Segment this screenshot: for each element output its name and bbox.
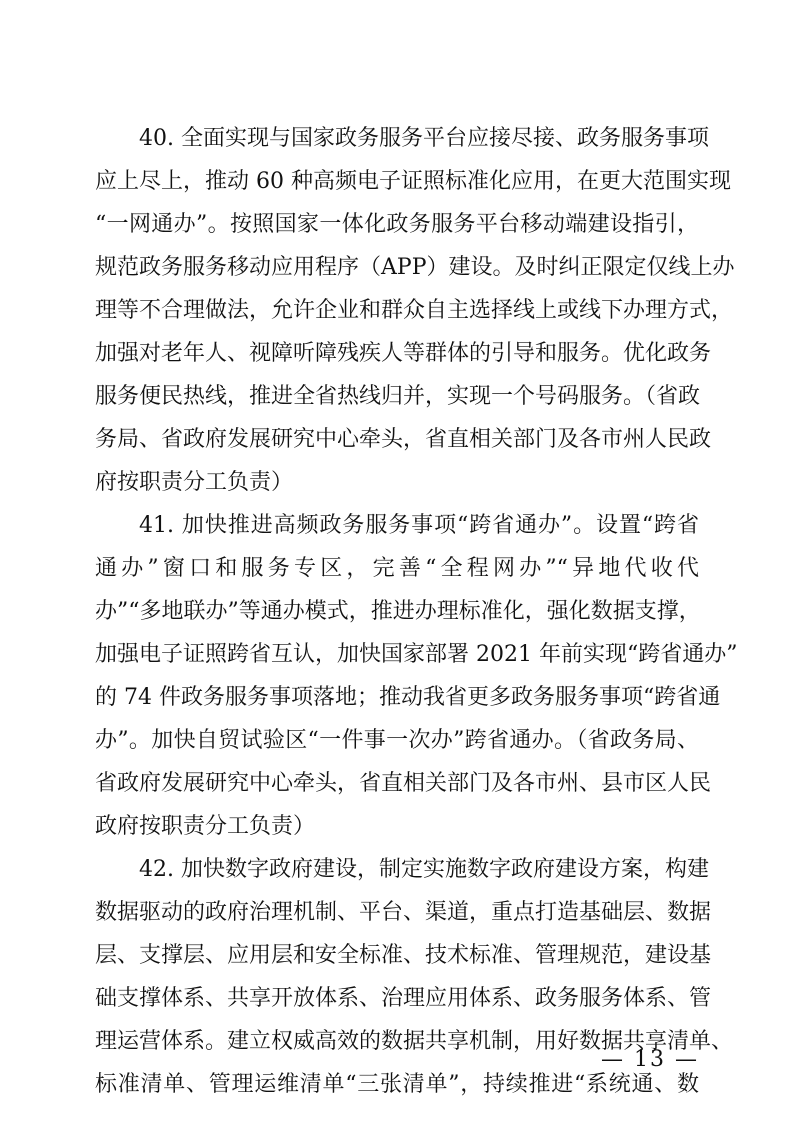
paragraph-42-line: 理运营体系。建立权威高效的数据共享机制，用好数据共享清单、: [95, 1029, 734, 1054]
paragraph-41-line: 省政府发展研究中心牵头，省直相关部门及各市州、县市区人民: [95, 771, 712, 796]
paragraph-40-line: “一网通办”。按照国家一体化政务服务平台移动端建设指引，: [95, 212, 699, 237]
paragraph-42-line: 层、支撑层、应用层和安全标准、技术标准、管理规范，建设基: [95, 943, 712, 968]
paragraph-40-line: 40. 全面实现与国家政务服务平台应接尽接、政务服务事项: [139, 126, 709, 151]
paragraph-42-line: 标准清单、管理运维清单“三张清单”，持续推进“系统通、数: [95, 1072, 699, 1097]
paragraph-40-line: 应上尽上，推动 60 种高频电子证照标准化应用，在更大范围实现: [95, 169, 731, 194]
paragraph-41-line: 通办”窗口和服务专区，完善“全程网办”“异地代收代: [95, 556, 699, 581]
page-number: — 13 —: [601, 1047, 699, 1072]
paragraph-41-line: 政府按职责分工负责）: [95, 814, 316, 839]
paragraph-41-line: 加强电子证照跨省互认，加快国家部署 2021 年前实现“跨省通办”: [95, 642, 738, 667]
paragraph-42-line: 数据驱动的政府治理机制、平台、渠道，重点打造基础层、数据: [95, 900, 712, 925]
paragraph-41-line: 的 74 件政务服务事项落地；推动我省更多政务服务事项“跨省通: [95, 685, 721, 710]
paragraph-41-line: 办”。加快自贸试验区“一件事一次办”跨省通办。（省政务局、: [95, 728, 699, 753]
paragraph-40-line: 理等不合理做法，允许企业和群众自主选择线上或线下办理方式，: [95, 298, 734, 323]
paragraph-42-line: 42. 加快数字政府建设，制定实施数字政府建设方案，构建: [139, 857, 709, 882]
paragraph-40-line: 服务便民热线，推进全省热线归并，实现一个号码服务。（省政: [95, 384, 701, 409]
paragraph-40-line: 加强对老年人、视障听障残疾人等群体的引导和服务。优化政务: [95, 341, 712, 366]
paragraph-42-line: 础支撑体系、共享开放体系、治理应用体系、政务服务体系、管: [95, 986, 712, 1011]
paragraph-41-line: 办”“多地联办”等通办模式，推进办理标准化，强化数据支撑，: [95, 599, 701, 624]
paragraph-41-line: 41. 加快推进高频政务服务事项“跨省通办”。设置“跨省: [139, 513, 699, 538]
paragraph-40-line: 务局、省政府发展研究中心牵头，省直相关部门及各市州人民政: [95, 427, 712, 452]
paragraph-40-line: 规范政务服务移动应用程序（APP）建设。及时纠正限定仅线上办: [95, 255, 735, 280]
paragraph-40-line: 府按职责分工负责）: [95, 470, 294, 495]
